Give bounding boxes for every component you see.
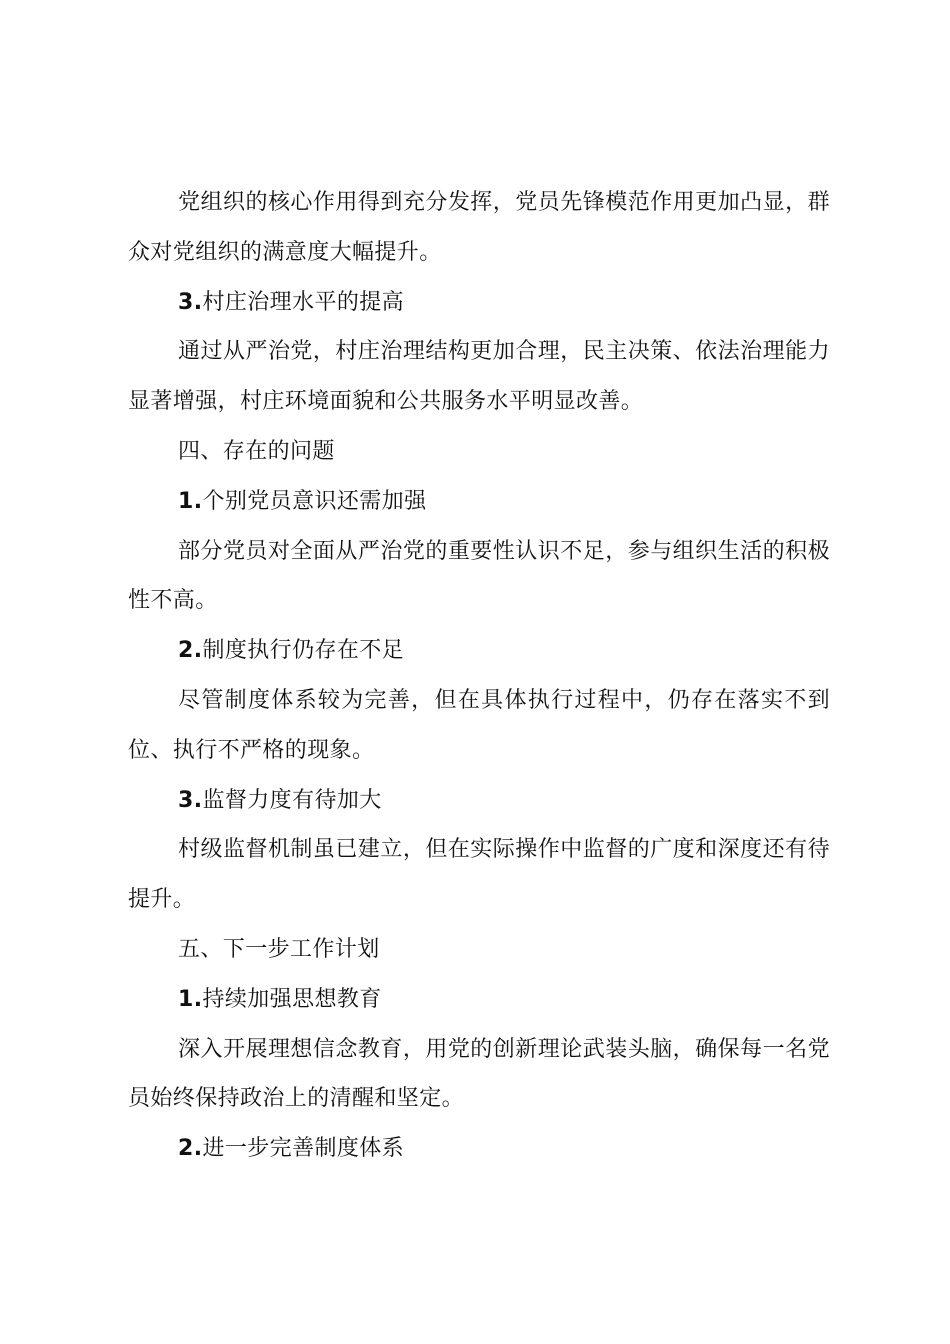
section-heading-next-plan: 五、下一步工作计划 (178, 936, 380, 962)
subheading-party-awareness (128, 477, 830, 527)
subheading-text: 个别党员意识还需加强 (202, 488, 427, 514)
subheading-text: 制度执行仍存在不足 (202, 638, 405, 664)
paragraph-ideological-education: 深入开展理想信念教育，用党的创新理论武装头脑，确保每一名党员始终保持政治上的清醒和坚定。 (128, 1036, 830, 1112)
subheading-number: 1. (178, 488, 203, 514)
subheading-number: 1. (178, 986, 203, 1012)
paragraph-system-execution: 尽管制度体系较为完善，但在具体执行过程中，仍存在落实不到位、执行不严格的现象。 (128, 687, 830, 763)
subheading-village-governance (128, 278, 830, 328)
subheading-supervision (128, 776, 830, 826)
section-heading-problems: 四、存在的问题 (178, 438, 335, 464)
subheading-number: 3. (178, 787, 203, 813)
subheading-system-execution (128, 626, 830, 676)
paragraph-governance-improvement: 通过从严治党，村庄治理结构更加合理，民主决策、依法治理能力显著增强，村庄环境面貌和公共服务水平明显改善。 (128, 339, 830, 415)
subheading-text: 持续加强思想教育 (202, 986, 382, 1012)
subheading-number: 3. (178, 289, 203, 315)
paragraph-party-awareness: 部分党员对全面从严治党的重要性认识不足，参与组织生活的积极性不高。 (128, 538, 830, 614)
subheading-text: 监督力度有待加大 (202, 787, 382, 813)
subheading-number: 2. (178, 638, 203, 664)
document-page (128, 178, 830, 1174)
paragraph-achievement-party-role: 党组织的核心作用得到充分发挥，党员先锋模范作用更加凸显，群众对党组织的满意度大幅提升。 (128, 190, 830, 265)
subheading-ideological-education (128, 975, 830, 1025)
subheading-text: 进一步完善制度体系 (202, 1136, 405, 1162)
subheading-text: 村庄治理水平的提高 (202, 289, 405, 315)
subheading-number: 2. (178, 1136, 203, 1162)
paragraph-supervision: 村级监督机制虽已建立，但在实际操作中监督的广度和深度还有待提升。 (128, 837, 830, 913)
subheading-improve-system (128, 1124, 830, 1174)
